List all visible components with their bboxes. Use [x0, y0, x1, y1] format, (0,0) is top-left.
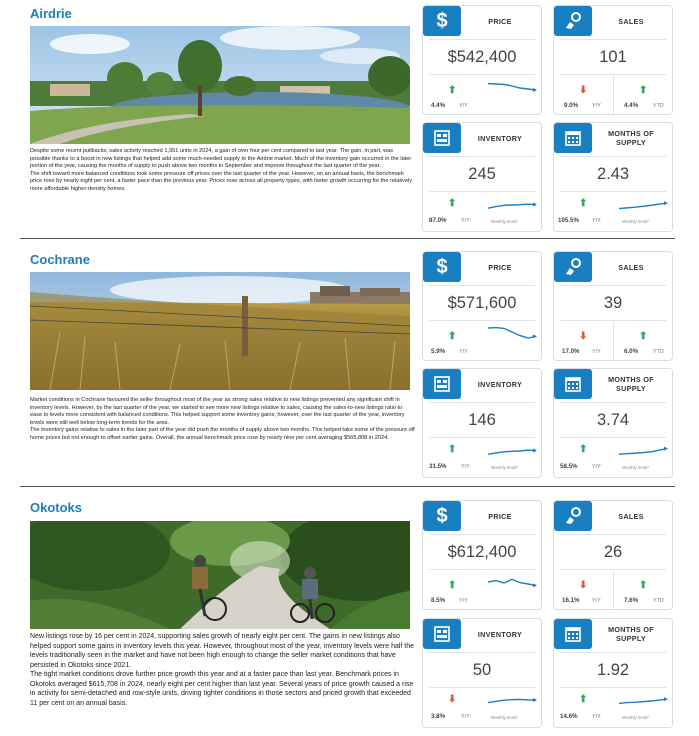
trend-arrowhead-icon	[533, 449, 537, 453]
city-photo	[30, 521, 410, 629]
yy-arrow-icon: ⬆	[448, 444, 457, 455]
paragraph: New listings rose by 16 per cent in 2024, supporting sales growth of nearly eight per cent. The gains in new listings also helped support some gains in inventory levels this year. However, throughout most of the year, inventory levels were half the levels traditionally seen in the market and have not been high enough to change the seller market conditions that have persisted in Okotoks since 2021.	[30, 633, 415, 669]
yy-arrow-icon: ⬇	[448, 694, 457, 705]
yy-percent: 105.5%	[558, 217, 579, 224]
yy-tag: Y/Y	[592, 714, 601, 720]
yy-percent: 16.1%	[562, 597, 580, 604]
card-label: SALES	[618, 16, 644, 26]
trend-arrowhead-icon	[533, 88, 537, 92]
trend-label: Monthly trend*	[622, 715, 649, 720]
yy-percent: 87.0%	[429, 217, 447, 224]
ytd-tag: YTD	[653, 103, 664, 109]
card-label: MONTHS OF SUPPLY	[608, 129, 654, 147]
supply-value: 3.74	[596, 411, 630, 429]
yy-arrow-icon: ⬆	[448, 580, 457, 591]
trend-line-path	[619, 449, 667, 455]
trend-line-path	[488, 204, 536, 208]
yy-arrow-icon: ⬇	[579, 85, 588, 96]
trend-label: Monthly trend*	[491, 465, 518, 470]
yy-percent: 8.5%	[431, 597, 446, 604]
sales-card	[553, 251, 673, 361]
ytd-arrow-icon: ⬆	[639, 580, 648, 591]
card-label: PRICE	[488, 16, 512, 26]
ytd-arrow-icon: ⬆	[639, 331, 648, 342]
price-card	[422, 251, 542, 361]
section-divider	[20, 238, 675, 239]
trend-line-path	[488, 579, 536, 585]
card-label: PRICE	[488, 511, 512, 521]
section-airdrie	[0, 0, 699, 236]
hand-key-icon	[554, 252, 592, 282]
yy-percent: 4.4%	[431, 102, 446, 109]
trend-line-path	[619, 203, 667, 208]
inventory-card	[422, 368, 542, 478]
price-trend-line	[486, 571, 538, 595]
yy-percent: 17.0%	[562, 348, 580, 355]
inventory-list-icon	[423, 123, 461, 153]
dollar-icon: $	[423, 501, 461, 531]
sales-value: 39	[603, 294, 623, 312]
ytd-percent: 7.6%	[624, 597, 639, 604]
yy-tag: Y/Y	[459, 598, 468, 604]
city-photo	[30, 26, 410, 144]
city-photo	[30, 272, 410, 390]
dollar-icon: $	[423, 6, 461, 36]
city-description	[30, 632, 415, 708]
trend-arrowhead-icon	[533, 698, 537, 702]
price-trend-line	[486, 322, 538, 346]
ytd-arrow-icon: ⬆	[639, 85, 648, 96]
city-title: Airdrie	[30, 6, 72, 21]
trend-label: Monthly trend*	[491, 715, 518, 720]
yy-arrow-icon: ⬆	[579, 198, 588, 209]
card-label: MONTHS OF SUPPLY	[608, 625, 654, 643]
inventory-value: 50	[472, 661, 492, 679]
yy-arrow-icon: ⬆	[448, 198, 457, 209]
inventory-value: 245	[468, 165, 496, 183]
paragraph: Despite some recent pullbacks, sales activity reached 1,951 units in 2024, a gain of over four per cent compared to last year. The gain, in part, was possible thanks to a boost in new listings that helped add some much-needed supply to the Airdrie market. Much of the inventory gain occurred in the later portion of the year, causing the months of supply to push above two months in September and improve throughout the last quarter of the year.	[30, 148, 412, 170]
yy-percent: 58.5%	[560, 463, 578, 470]
yy-tag: Y/Y	[459, 349, 468, 355]
hand-key-icon	[554, 501, 592, 531]
paragraph: The inventory gains relative to sales in the later part of the year did push the months of supply above two months. This helped take some of the pressure off home prices but not enough to offset earlier gains. Overall, the annual benchmark price rose by nearly nine per cent averaging $565,808 in 2024.	[30, 427, 415, 441]
card-label: INVENTORY	[477, 629, 523, 639]
trend-line-path	[488, 450, 536, 454]
paragraph: The tight market conditions drove further price growth this year and at a faster pace than last year. Benchmark prices in Okotoks averaged $615,708 in 2024, nearly eight per cent higher than last year. Several years of price growth caused a rise in activity for semi-detached and row-style units, driving tighter conditions in those sectors and priced growth that exceeded 11 per cent on an annual basis.	[30, 671, 414, 707]
trend-line-path	[619, 699, 667, 703]
paragraph: Market conditions in Cochrane favoured the seller throughout most of the year as strong sales relative to new listings prevented any significant shift in inventory levels. However, by the last quarter of the year, we started to see more new listings relative to sales, causing the sales-to-new listings ratio to ease to levels more consistent with balanced conditions. This helped support some inventory gains; however, over the last quarter of the year, inventory levels were still well below long-term trends for the area.	[30, 397, 405, 426]
inventory-trend-line	[486, 441, 538, 461]
yy-percent: 9.0%	[564, 102, 579, 109]
card-label: SALES	[618, 262, 644, 272]
section-okotoks	[0, 494, 699, 736]
trend-arrowhead-icon	[533, 583, 537, 587]
city-title: Okotoks	[30, 500, 83, 515]
inventory-trend-line	[486, 195, 538, 215]
inventory-list-icon	[423, 619, 461, 649]
price-value: $542,400	[447, 48, 517, 66]
sales-value: 26	[603, 543, 623, 561]
inventory-value: 146	[468, 411, 496, 429]
inventory-list-icon	[423, 369, 461, 399]
yy-arrow-icon: ⬇	[579, 331, 588, 342]
yy-arrow-icon: ⬆	[448, 85, 457, 96]
yy-tag: Y/Y	[461, 464, 470, 470]
inventory-trend-line	[486, 691, 538, 711]
yy-percent: 3.8%	[431, 713, 446, 720]
trend-arrowhead-icon	[533, 334, 537, 338]
inventory-card	[422, 122, 542, 232]
yy-percent: 5.9%	[431, 348, 446, 355]
yy-tag: Y/Y	[592, 464, 601, 470]
yy-arrow-icon: ⬆	[579, 694, 588, 705]
yy-tag: Y/Y	[461, 218, 470, 224]
yy-tag: Y/Y	[592, 349, 601, 355]
trend-label: Monthly trend*	[491, 219, 518, 224]
trend-label: Monthly trend*	[622, 219, 649, 224]
yy-tag: Y/Y	[459, 103, 468, 109]
price-value: $571,600	[447, 294, 517, 312]
yy-arrow-icon: ⬇	[579, 580, 588, 591]
trend-arrowhead-icon	[533, 203, 537, 207]
trend-label: Monthly trend*	[622, 465, 649, 470]
city-description	[30, 397, 415, 443]
yy-tag: Y/Y	[592, 598, 601, 604]
section-cochrane	[0, 246, 699, 482]
trend-line-path	[488, 84, 536, 90]
city-title: Cochrane	[30, 252, 90, 267]
city-description	[30, 148, 415, 194]
card-label: INVENTORY	[477, 379, 523, 389]
card-label: PRICE	[488, 262, 512, 272]
card-label: MONTHS OF SUPPLY	[608, 375, 654, 393]
price-card	[422, 5, 542, 115]
trend-line-path	[488, 699, 536, 702]
calendar-icon	[554, 123, 592, 153]
calendar-icon	[554, 619, 592, 649]
supply-trend-line	[617, 441, 669, 461]
yy-tag: Y/Y	[592, 218, 601, 224]
yy-tag: Y/Y	[592, 103, 601, 109]
months-of-supply-card	[553, 368, 673, 478]
yy-arrow-icon: ⬆	[448, 331, 457, 342]
section-divider	[20, 486, 675, 487]
yy-percent: 14.6%	[560, 713, 578, 720]
dollar-icon: $	[423, 252, 461, 282]
supply-trend-line	[617, 195, 669, 215]
price-card	[422, 500, 542, 610]
card-label: INVENTORY	[477, 133, 523, 143]
sales-card	[553, 5, 673, 115]
ytd-tag: YTD	[653, 598, 664, 604]
trend-arrowhead-icon	[664, 201, 668, 205]
paragraph: The shift toward more balanced conditions took some pressure off prices over the last quarter of the year. However, on an annual basis, the benchmark price rose by nearly eight per cent, a faster pace than the previous year. Prices rose across all property types, with faster growth occurring for the relatively more affordable higher-density homes.	[30, 170, 413, 192]
ytd-percent: 4.4%	[624, 102, 639, 109]
price-trend-line	[486, 76, 538, 100]
supply-value: 1.92	[596, 661, 630, 679]
supply-trend-line	[617, 691, 669, 711]
yy-tag: Y/Y	[461, 714, 470, 720]
calendar-icon	[554, 369, 592, 399]
card-label: SALES	[618, 511, 644, 521]
trend-arrowhead-icon	[664, 697, 668, 701]
yy-percent: 31.5%	[429, 463, 447, 470]
trend-line-path	[488, 328, 536, 338]
months-of-supply-card	[553, 122, 673, 232]
months-of-supply-card	[553, 618, 673, 728]
ytd-tag: YTD	[653, 349, 664, 355]
ytd-percent: 6.0%	[624, 348, 639, 355]
inventory-card	[422, 618, 542, 728]
hand-key-icon	[554, 6, 592, 36]
sales-value: 101	[599, 48, 627, 66]
yy-arrow-icon: ⬆	[579, 444, 588, 455]
supply-value: 2.43	[596, 165, 630, 183]
trend-arrowhead-icon	[664, 447, 668, 451]
sales-card	[553, 500, 673, 610]
price-value: $612,400	[447, 543, 517, 561]
